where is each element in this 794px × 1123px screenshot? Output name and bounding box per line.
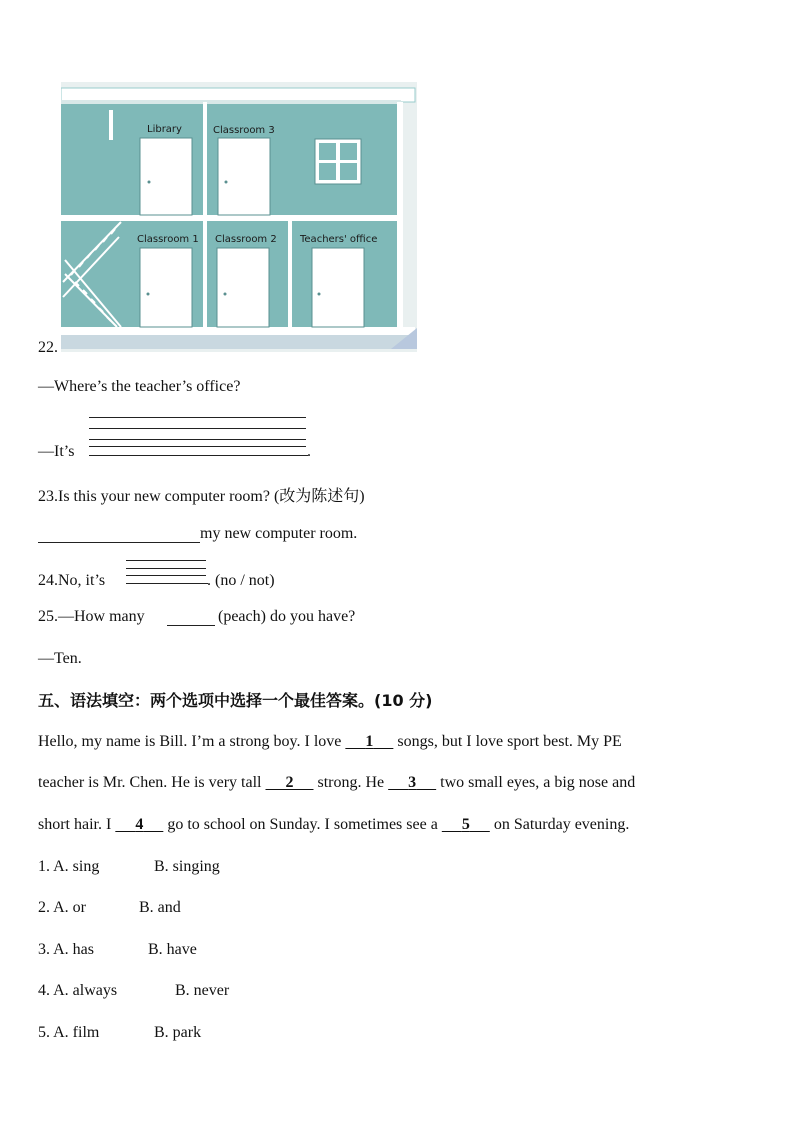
q24-suffix: . (no / not) bbox=[207, 572, 275, 589]
option-2-b[interactable]: B. and bbox=[139, 899, 181, 916]
passage-line-2 bbox=[38, 774, 635, 792]
section5-title: 五、语法填空：两个选项中选择一个最佳答案。(10 分) bbox=[38, 691, 433, 710]
classroom1-door bbox=[140, 248, 192, 327]
teachers-office-label: Teachers' office bbox=[300, 234, 378, 245]
q23-answer-blank[interactable] bbox=[38, 542, 200, 544]
option-1-b[interactable]: B. singing bbox=[154, 858, 220, 875]
passage-text: teacher is Mr. Chen. He is very tall bbox=[38, 774, 262, 791]
teachers-office-door bbox=[312, 248, 364, 327]
blank-4[interactable]: 4 bbox=[135, 816, 144, 833]
window bbox=[315, 139, 361, 184]
passage-text: two small eyes, a big nose and bbox=[440, 774, 636, 791]
passage-text: Hello, my name is Bill. I’m a strong boy. I love bbox=[38, 733, 342, 750]
library-label: Library bbox=[147, 124, 182, 135]
option-3-b[interactable]: B. have bbox=[148, 941, 197, 958]
library-door bbox=[140, 138, 192, 215]
q25-part2: (peach) do you have? bbox=[218, 608, 356, 625]
passage-line-3 bbox=[38, 816, 629, 834]
classroom2-door bbox=[217, 248, 269, 327]
option-1-a[interactable]: 1. A. sing bbox=[38, 858, 100, 875]
blank-3[interactable]: 3 bbox=[408, 774, 417, 791]
q24-answer-lines[interactable] bbox=[126, 559, 208, 587]
classroom3-door bbox=[218, 138, 270, 215]
q22-number: 22. bbox=[38, 339, 58, 356]
option-2-a[interactable]: 2. A. or bbox=[38, 899, 86, 916]
blank-1[interactable]: 1 bbox=[365, 733, 374, 750]
passage-text: go to school on Sunday. I sometimes see a bbox=[167, 816, 438, 833]
option-4-b[interactable]: B. never bbox=[175, 982, 230, 999]
option-5-b[interactable]: B. park bbox=[154, 1024, 202, 1041]
classroom3-label: Classroom 3 bbox=[213, 125, 275, 136]
q22-answer-suffix: . bbox=[307, 443, 311, 460]
passage-text: strong. He bbox=[317, 774, 385, 791]
q23-question: 23.Is this your new computer room? (改为陈述句) bbox=[38, 488, 365, 505]
school-building-illustration bbox=[61, 82, 417, 352]
q25-answer: —Ten. bbox=[38, 650, 82, 667]
q23-answer-tail: my new computer room. bbox=[200, 525, 358, 542]
passage-text: short hair. I bbox=[38, 816, 112, 833]
passage-line-1 bbox=[38, 733, 622, 751]
q24-prefix: 24.No, it’s bbox=[38, 572, 106, 589]
q22-answer-lines[interactable] bbox=[89, 415, 308, 457]
option-4-a[interactable]: 4. A. always bbox=[38, 982, 118, 999]
option-3-a[interactable]: 3. A. has bbox=[38, 941, 94, 958]
blank-5[interactable]: 5 bbox=[461, 816, 470, 833]
option-5-a[interactable]: 5. A. film bbox=[38, 1024, 100, 1041]
classroom2-label: Classroom 2 bbox=[215, 234, 277, 245]
blank-2[interactable]: 2 bbox=[285, 774, 294, 791]
passage-text: on Saturday evening. bbox=[493, 816, 630, 833]
passage-text: songs, but I love sport best. My PE bbox=[397, 733, 622, 750]
classroom1-label: Classroom 1 bbox=[137, 234, 199, 245]
q25-part1: 25.—How many bbox=[38, 608, 145, 625]
q22-question: —Where’s the teacher’s office? bbox=[38, 378, 241, 395]
q22-answer-prefix: —It’s bbox=[38, 443, 75, 460]
q25-answer-blank[interactable] bbox=[167, 625, 215, 627]
